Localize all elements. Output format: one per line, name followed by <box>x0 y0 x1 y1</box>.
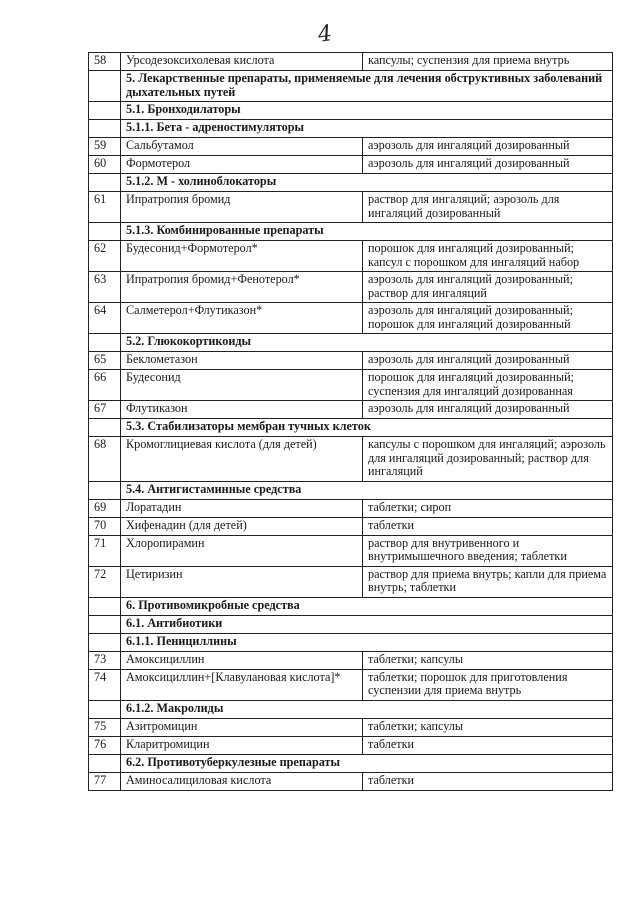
section-title: 6.1.2. Макролиды <box>121 700 613 718</box>
row-number-cell <box>89 419 121 437</box>
row-number-cell <box>89 71 121 102</box>
row-number: 72 <box>89 566 121 597</box>
section-title: 5.4. Антигистаминные средства <box>121 481 613 499</box>
section-title: 6.1. Антибиотики <box>121 615 613 633</box>
row-number: 67 <box>89 401 121 419</box>
drug-name: Амоксициллин+[Клавулановая кислота]* <box>121 669 363 700</box>
dosage-form: раствор для ингаляций; аэрозоль для ингаляций дозированный <box>363 192 613 223</box>
drug-row <box>89 669 613 700</box>
dosage-form: раствор для внутривенного и внутримышечного введения; таблетки <box>363 535 613 566</box>
page-number: 4 <box>316 21 334 48</box>
row-number: 65 <box>89 352 121 370</box>
row-number: 73 <box>89 651 121 669</box>
row-number-cell <box>89 700 121 718</box>
row-number-cell <box>89 481 121 499</box>
row-number: 69 <box>89 499 121 517</box>
row-number-cell <box>89 754 121 772</box>
drug-name: Будесонид <box>121 370 363 401</box>
dosage-form: капсулы; суспензия для приема внутрь <box>363 53 613 71</box>
drug-name: Салметерол+Флутиказон* <box>121 303 363 334</box>
row-number: 64 <box>89 303 121 334</box>
drug-row <box>89 772 613 790</box>
row-number-cell <box>89 120 121 138</box>
drug-row <box>89 352 613 370</box>
drug-row <box>89 736 613 754</box>
dosage-form: таблетки <box>363 736 613 754</box>
section-title: 5.1.1. Бета - адреностимуляторы <box>121 120 613 138</box>
drug-row <box>89 370 613 401</box>
row-number-cell <box>89 102 121 120</box>
section-title: 6.1.1. Пенициллины <box>121 633 613 651</box>
drug-row <box>89 401 613 419</box>
section-header-row <box>89 481 613 499</box>
row-number: 76 <box>89 736 121 754</box>
drug-row <box>89 192 613 223</box>
dosage-form: аэрозоль для ингаляций дозированный <box>363 138 613 156</box>
drug-row <box>89 566 613 597</box>
row-number: 66 <box>89 370 121 401</box>
row-number-cell <box>89 597 121 615</box>
drug-list-body <box>89 53 613 791</box>
drug-row <box>89 138 613 156</box>
section-title: 5. Лекарственные препараты, применяемые для лечения обструктивных заболеваний дыхательных путей <box>121 71 613 102</box>
section-header-row <box>89 334 613 352</box>
drug-name: Сальбутамол <box>121 138 363 156</box>
section-header-row <box>89 633 613 651</box>
dosage-form: порошок для ингаляций дозированный; суспензия для ингаляций дозированная <box>363 370 613 401</box>
section-header-row <box>89 754 613 772</box>
row-number: 58 <box>89 53 121 71</box>
row-number-cell <box>89 633 121 651</box>
drug-name: Кларитромицин <box>121 736 363 754</box>
section-header-row <box>89 223 613 241</box>
row-number: 71 <box>89 535 121 566</box>
drug-name: Ипратропия бромид <box>121 192 363 223</box>
section-header-row <box>89 174 613 192</box>
row-number-cell <box>89 174 121 192</box>
dosage-form: аэрозоль для ингаляций дозированный; раствор для ингаляций <box>363 272 613 303</box>
section-title: 5.2. Глюкокортикоиды <box>121 334 613 352</box>
dosage-form: таблетки <box>363 517 613 535</box>
section-header-row <box>89 615 613 633</box>
dosage-form: порошок для ингаляций дозированный; капсул с порошком для ингаляций набор <box>363 241 613 272</box>
section-title: 5.1.3. Комбинированные препараты <box>121 223 613 241</box>
row-number: 70 <box>89 517 121 535</box>
dosage-form: аэрозоль для ингаляций дозированный <box>363 156 613 174</box>
drug-row <box>89 535 613 566</box>
drug-name: Урсодезоксихолевая кислота <box>121 53 363 71</box>
row-number: 59 <box>89 138 121 156</box>
section-title: 5.1. Бронходилаторы <box>121 102 613 120</box>
drug-row <box>89 241 613 272</box>
drug-row <box>89 718 613 736</box>
section-title: 5.3. Стабилизаторы мембран тучных клеток <box>121 419 613 437</box>
section-header-row <box>89 102 613 120</box>
drug-name: Амоксициллин <box>121 651 363 669</box>
drug-name: Хлоропирамин <box>121 535 363 566</box>
drug-name: Лоратадин <box>121 499 363 517</box>
drug-name: Беклометазон <box>121 352 363 370</box>
drug-name: Аминосалициловая кислота <box>121 772 363 790</box>
dosage-form: таблетки; капсулы <box>363 718 613 736</box>
row-number: 61 <box>89 192 121 223</box>
drug-name: Будесонид+Формотерол* <box>121 241 363 272</box>
drug-name: Формотерол <box>121 156 363 174</box>
drug-name: Кромоглициевая кислота (для детей) <box>121 437 363 482</box>
row-number: 63 <box>89 272 121 303</box>
drug-name: Ипратропия бромид+Фенотерол* <box>121 272 363 303</box>
dosage-form: аэрозоль для ингаляций дозированный; порошок для ингаляций дозированный <box>363 303 613 334</box>
drug-row <box>89 303 613 334</box>
drug-name: Флутиказон <box>121 401 363 419</box>
drug-name: Азитромицин <box>121 718 363 736</box>
drug-row <box>89 156 613 174</box>
dosage-form: аэрозоль для ингаляций дозированный <box>363 401 613 419</box>
drug-row <box>89 437 613 482</box>
row-number: 62 <box>89 241 121 272</box>
section-title: 5.1.2. М - холиноблокаторы <box>121 174 613 192</box>
row-number: 75 <box>89 718 121 736</box>
section-title: 6.2. Противотуберкулезные препараты <box>121 754 613 772</box>
dosage-form: таблетки; порошок для приготовления суспензии для приема внутрь <box>363 669 613 700</box>
section-header-row <box>89 419 613 437</box>
dosage-form: таблетки; капсулы <box>363 651 613 669</box>
drug-row <box>89 499 613 517</box>
row-number: 60 <box>89 156 121 174</box>
section-header-row <box>89 700 613 718</box>
row-number-cell <box>89 334 121 352</box>
drug-row <box>89 517 613 535</box>
dosage-form: таблетки <box>363 772 613 790</box>
row-number-cell <box>89 615 121 633</box>
dosage-form: раствор для приема внутрь; капли для приема внутрь; таблетки <box>363 566 613 597</box>
row-number: 74 <box>89 669 121 700</box>
row-number: 68 <box>89 437 121 482</box>
drug-row <box>89 53 613 71</box>
drug-name: Цетиризин <box>121 566 363 597</box>
drug-row <box>89 272 613 303</box>
section-header-row <box>89 597 613 615</box>
dosage-form: аэрозоль для ингаляций дозированный <box>363 352 613 370</box>
section-header-row <box>89 71 613 102</box>
section-title: 6. Противомикробные средства <box>121 597 613 615</box>
dosage-form: таблетки; сироп <box>363 499 613 517</box>
drug-list-table <box>88 52 613 791</box>
section-header-row <box>89 120 613 138</box>
row-number-cell <box>89 223 121 241</box>
dosage-form: капсулы с порошком для ингаляций; аэрозоль для ингаляций дозированный; раствор для ингаляций <box>363 437 613 482</box>
row-number: 77 <box>89 772 121 790</box>
drug-name: Хифенадин (для детей) <box>121 517 363 535</box>
drug-row <box>89 651 613 669</box>
